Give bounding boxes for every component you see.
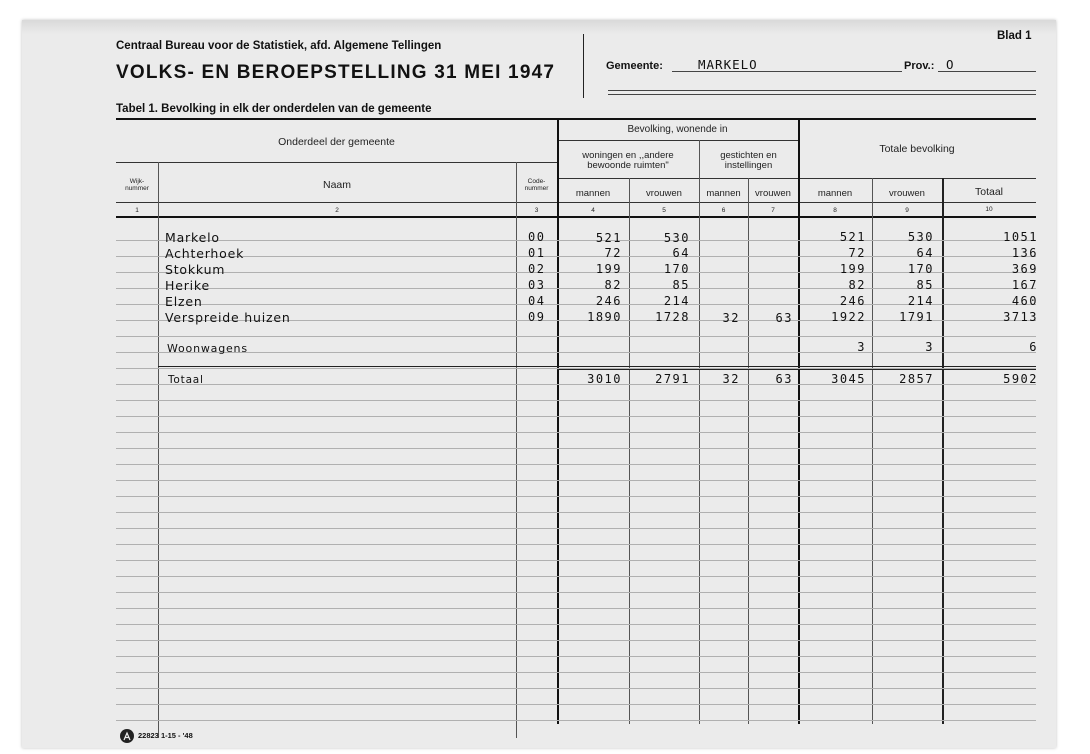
cell-c4: 199: [595, 262, 622, 276]
col-number: 9: [905, 207, 909, 214]
header-grid-line: [116, 216, 1036, 218]
cell-c6: 32: [722, 372, 740, 386]
col-line: [158, 162, 159, 738]
cell-c7: 63: [775, 311, 793, 325]
row-naam: Elzen: [165, 294, 203, 309]
col-head-vrouwen: vrouwen: [646, 188, 682, 199]
cell-c10: 3713: [1003, 310, 1038, 324]
cell-c4: 246: [595, 294, 622, 308]
printer-seal-icon: [120, 729, 134, 743]
cell-c4: 72: [604, 246, 622, 260]
cell-c4: 1890: [587, 310, 622, 324]
col-head-totale: Totale bevolking: [879, 143, 955, 155]
col-head-naam: Naam: [322, 179, 351, 191]
prov-label: Prov.:: [904, 60, 935, 72]
cell-c9: 64: [916, 246, 934, 260]
cell-c7: 63: [775, 372, 793, 386]
cell-c5: 214: [663, 294, 690, 308]
cell-c8: 3045: [831, 372, 866, 386]
cell-c10: 369: [1011, 262, 1038, 276]
cell-c9: 1791: [899, 310, 934, 324]
header-rule-2: [608, 94, 1036, 95]
cell-c9: 3: [925, 340, 934, 354]
col-number: 3: [534, 207, 539, 214]
table-title: Tabel 1. Bevolking in elk der onderdelen van de gemeente: [116, 103, 432, 115]
col-number: 2: [335, 207, 339, 214]
cell-c4: 3010: [587, 372, 622, 386]
cell-c8: 82: [848, 278, 866, 292]
cell-c5: 1728: [655, 310, 690, 324]
print-code: 22823 1-15 - '48: [138, 731, 193, 740]
cell-c10: 5902: [1003, 372, 1038, 386]
row-naam: Verspreide huizen: [165, 310, 291, 325]
row-naam: Herike: [165, 278, 210, 293]
census-form-sheet: [22, 20, 1056, 748]
header-divider: [583, 34, 584, 98]
cell-c8: 72: [848, 246, 866, 260]
row-code: 01: [528, 246, 546, 260]
row-code: 03: [528, 278, 546, 292]
col-line: [748, 178, 749, 724]
cell-c5: 85: [672, 278, 690, 292]
totaal-rule: [557, 369, 1036, 370]
sheet-label: Blad 1: [997, 30, 1032, 42]
form-title: VOLKS- EN BEROEPSTELLING 31 MEI 1947: [116, 62, 556, 83]
gemeente-value: MARKELO: [698, 57, 758, 72]
col-head-gestichten: gestichten en instellingen: [720, 150, 777, 171]
cell-c8: 521: [839, 230, 866, 244]
col-number: 6: [721, 207, 726, 214]
col-head-mannen: mannen: [706, 188, 741, 199]
col-line: [872, 178, 873, 724]
col-head-vrouwen: vrouwen: [889, 188, 925, 199]
cell-c9: 530: [907, 230, 934, 244]
row-code: 04: [528, 294, 546, 308]
cell-c4: 521: [595, 231, 622, 245]
cell-c9: 214: [907, 294, 934, 308]
cell-c10: 6: [1029, 340, 1038, 354]
col-number: 8: [833, 207, 837, 214]
col-line: [516, 162, 517, 738]
col-number: 1: [135, 207, 139, 214]
col-head-onderdeel: Onderdeel der gemeente: [278, 136, 395, 148]
cell-c10: 460: [1011, 294, 1038, 308]
col-head-mannen: mannen: [575, 188, 611, 199]
header-rule-1: [608, 90, 1036, 91]
cell-c5: 64: [672, 246, 690, 260]
col-head-totaal: Totaal: [974, 186, 1004, 198]
header-grid-line: [116, 202, 1036, 203]
col-number: 7: [771, 207, 775, 214]
cell-c10: 136: [1011, 246, 1038, 260]
totaal-rule: [158, 366, 1036, 367]
prov-value: O: [946, 57, 956, 72]
col-number: 10: [985, 206, 993, 213]
row-naam: Markelo: [165, 230, 220, 245]
row-naam: Stokkum: [165, 262, 226, 277]
gemeente-label: Gemeente:: [606, 60, 663, 72]
gemeente-underline: [672, 71, 902, 72]
col-head-woningen: woningen en ,,andere bewoonde ruimten": [582, 150, 674, 171]
paper-fold-shadow: [22, 20, 1056, 34]
col-line: [942, 178, 944, 724]
row-code: 09: [528, 310, 546, 324]
row-code: 02: [528, 262, 546, 276]
col-line: [629, 178, 630, 724]
col-head-code: Code- nummer: [524, 178, 549, 192]
col-head-wijk: Wijk- nummer: [125, 178, 149, 192]
prov-underline: [938, 71, 1036, 72]
cell-c4: 82: [604, 278, 622, 292]
cell-c5: 2791: [655, 372, 690, 386]
woonwagens-naam: Woonwagens: [167, 342, 248, 355]
cell-c8: 1922: [831, 310, 866, 324]
table-top-rule: [116, 118, 1036, 120]
col-head-mannen: mannen: [817, 188, 853, 199]
cell-c10: 167: [1011, 278, 1038, 292]
col-head-bevolking-wonende: Bevolking, wonende in: [627, 124, 728, 135]
col-head-vrouwen: vrouwen: [755, 188, 791, 199]
cell-c8: 199: [839, 262, 866, 276]
row-naam: Achterhoek: [165, 246, 245, 261]
cell-c5: 530: [663, 231, 690, 245]
cell-c8: 246: [839, 294, 866, 308]
cell-c8: 3: [857, 340, 866, 354]
cell-c10: 1051: [1003, 230, 1038, 244]
cell-c9: 85: [916, 278, 934, 292]
col-number: 4: [591, 207, 595, 214]
header-grid-line: [557, 140, 798, 141]
col-number: 5: [662, 207, 666, 214]
cell-c9: 170: [907, 262, 934, 276]
totaal-naam: Totaal: [168, 374, 204, 386]
row-code: 00: [528, 230, 546, 244]
cell-c9: 2857: [899, 372, 934, 386]
bureau-line: Centraal Bureau voor de Statistiek, afd. Algemene Tellingen: [116, 40, 442, 52]
header-grid-line: [116, 162, 557, 163]
cell-c6: 32: [722, 311, 740, 325]
cell-c5: 170: [663, 262, 690, 276]
